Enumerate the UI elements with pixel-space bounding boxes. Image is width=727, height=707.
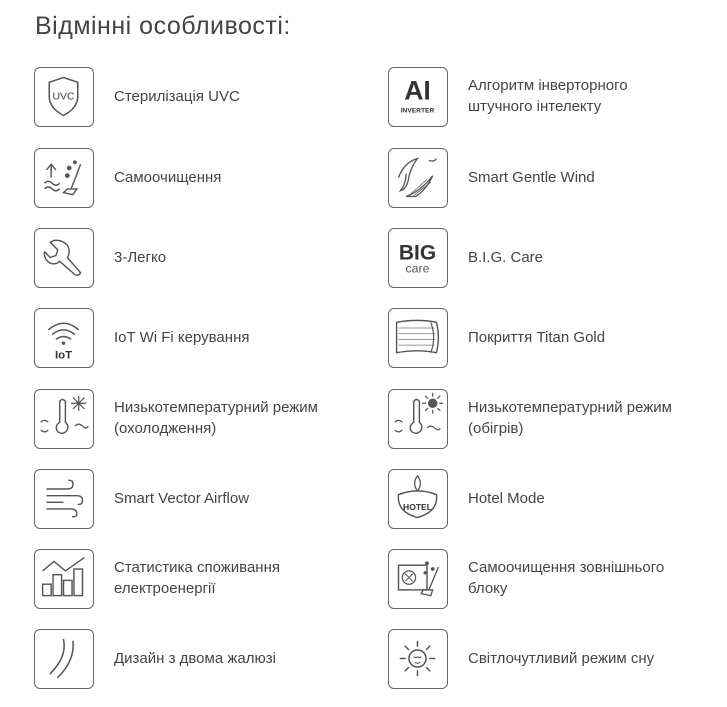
feature-label: Покриття Titan Gold xyxy=(468,329,606,346)
feature-vector-airflow xyxy=(34,469,374,533)
sleep-light-sensor-icon xyxy=(388,629,448,689)
feature-self-cleaning xyxy=(34,148,374,212)
feature-sleep-light xyxy=(388,629,727,693)
titan-gold-coating-icon xyxy=(388,308,448,368)
iot-badge: IoT xyxy=(54,349,73,362)
wrench-icon xyxy=(34,228,94,288)
feature-hotel-mode xyxy=(388,469,727,533)
feature-low-temp-heating xyxy=(388,389,727,453)
self-cleaning-icon xyxy=(34,148,94,208)
low-temp-cooling-icon xyxy=(34,389,94,449)
hotel-mode-icon xyxy=(388,469,448,529)
outdoor-self-cleaning-icon xyxy=(388,549,448,609)
big-care-icon xyxy=(388,228,448,288)
ai-badge: AI xyxy=(404,75,431,106)
uvc-badge: UVC xyxy=(52,91,75,103)
feature-label: Стерилізація UVC xyxy=(114,88,240,105)
care-badge: care xyxy=(405,261,430,276)
feature-label: Низькотемпературний режим (обігрів) xyxy=(468,399,672,437)
feature-label: Hotel Mode xyxy=(468,490,545,507)
big-badge: BIG xyxy=(398,241,437,265)
feature-gentle-wind xyxy=(388,148,727,212)
feature-energy-statistics xyxy=(34,549,374,613)
feature-label: IoT Wi Fi керування xyxy=(114,329,250,346)
feature-3-easy xyxy=(34,228,374,292)
feature-label: B.I.G. Care xyxy=(468,249,544,266)
feature-label: Дизайн з двома жалюзі xyxy=(114,650,276,667)
page-title: Відмінні особливості: xyxy=(35,12,291,40)
gentle-wind-icon xyxy=(388,148,448,208)
vector-airflow-icon xyxy=(34,469,94,529)
uvc-shield-icon xyxy=(34,67,94,127)
feature-label: Статистика споживання електроенергії xyxy=(114,559,280,597)
double-louver-icon xyxy=(34,629,94,689)
feature-label: 3-Легко xyxy=(114,249,167,266)
feature-big-care xyxy=(388,228,727,292)
low-temp-heating-icon xyxy=(388,389,448,449)
feature-label: Smart Vector Airflow xyxy=(114,490,250,507)
feature-iot-wifi xyxy=(34,308,374,372)
feature-titan-gold xyxy=(388,308,727,372)
feature-label: Низькотемпературний режим (охолодження) xyxy=(114,399,318,437)
energy-statistics-icon xyxy=(34,549,94,609)
feature-ai-inverter xyxy=(388,67,727,131)
feature-label: Світлочутливий режим сну xyxy=(468,650,655,667)
feature-low-temp-cooling xyxy=(34,389,374,453)
hotel-badge: HOTEL xyxy=(403,501,432,512)
feature-label: Smart Gentle Wind xyxy=(468,169,595,186)
inverter-badge: INVERTER xyxy=(400,107,435,115)
ai-inverter-icon xyxy=(388,67,448,127)
feature-label: Самоочищення зовнішнього блоку xyxy=(468,559,665,597)
feature-label: Алгоритм інверторного штучного інтелекту xyxy=(468,77,628,115)
feature-double-louver xyxy=(34,629,374,693)
feature-outdoor-self-cleaning xyxy=(388,549,727,613)
iot-wifi-icon xyxy=(34,308,94,368)
feature-uvc xyxy=(34,67,374,131)
feature-label: Самоочищення xyxy=(114,169,222,186)
